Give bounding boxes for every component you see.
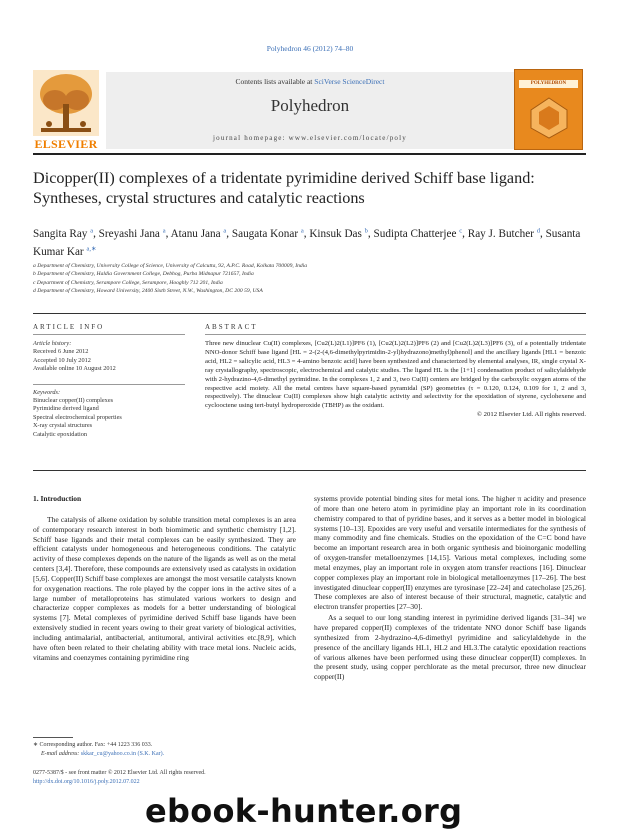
body-paragraph: As a sequel to our long standing interest in pyrimidine derived ligands [31–34] we have prepared copper(II) complexes of the tridentate NNO donor Schiff base ligands synthesized from 2-hydrazino-4,6-dimethyl pyrimidine and salicylaldehyde in the presence of the ancillary ligands HL1, HL2 and HL3.The catalytic epoxidation reactions of various alkenes have been performed using these dinuclear copper(II) complexes. In the present study, using copper perchlorate as the metal precursor, three new dinuclear copper(II) — [314, 613, 586, 682]
email-label: E-mail address: — [41, 750, 80, 757]
cover-art-icon — [529, 96, 569, 140]
issn-line: 0277-5387/$ - see front matter © 2012 Elsevier Ltd. All rights reserved. — [33, 770, 206, 776]
author-name[interactable]: Kinsuk Das $^b$ — [309, 227, 368, 240]
email-line — [33, 750, 296, 759]
affiliation-list — [33, 262, 593, 295]
author-name[interactable]: Atanu Jana $^a$ — [170, 227, 227, 240]
section-heading: 1. Introduction — [33, 494, 82, 503]
author-name[interactable]: Sreyashi Jana $^a$ — [98, 227, 166, 240]
watermark: ebook-hunter.org — [145, 792, 463, 830]
author-affiliation-marker[interactable]: a — [162, 227, 166, 234]
cover-title: POLYHEDRON — [519, 80, 578, 88]
info-divider — [33, 334, 185, 335]
abstract-heading: ABSTRACT — [205, 323, 258, 331]
author-list: Sangita Ray $^a$, Sreyashi Jana $^a$, Atanu Jana $^a$, Saugata Konar $^a$, Kinsuk Das $^b$, Sudipta Chatterjee $^c$, Ray J. Butcher $^d$, Susanta Kumar Kar $^{a,∗}$ — [33, 227, 581, 259]
keyword-item: X-ray crystal structures — [33, 422, 93, 430]
author-name[interactable]: Saugata Konar $^a$ — [231, 227, 304, 240]
footnote-block — [33, 741, 296, 758]
journal-homepage[interactable]: journal homepage: www.elsevier.com/locate/poly — [213, 134, 407, 142]
author-affiliation-marker[interactable]: b — [364, 227, 368, 234]
corresponding-author-note: ∗ Corresponding author. Fax: +44 1223 336 033. — [33, 742, 153, 748]
affiliation-item: a Department of Chemistry, University College of Science, University of Calcutta, 92, A.P.C. Road, Kolkata 700009, India — [33, 263, 308, 269]
sciencedirect-link[interactable]: SciVerse ScienceDirect — [314, 77, 385, 86]
info-separator — [33, 384, 185, 385]
keyword-item: Spectral electrochemical properties — [33, 413, 122, 421]
keyword-item: Binuclear copper(II) complexes — [33, 397, 114, 405]
history-label: Article history: — [33, 340, 72, 347]
author-affiliation-marker[interactable]: a — [90, 227, 94, 234]
abstract-divider — [205, 334, 586, 335]
issn-block — [33, 769, 333, 786]
abstract-bottom-rule — [33, 470, 586, 471]
journal-name: Polyhedron — [270, 96, 350, 115]
info-top-rule — [33, 313, 586, 314]
author-affiliation-marker[interactable]: d — [536, 227, 540, 234]
abstract-text: Three new dinuclear Cu(II) complexes, [Cu2(L)2(L1)]PF6 (1), [Cu2(L)2(L2)]PF6 (2) and [Cu2(L)2(L3)]PF6 (3), of a potentially tridentate NNO-donor Schiff base ligand [HL = 2-(2-(4,6-dimethylpyrimidin-2-yl)hydrazono)methyl)phenol] and the ancillary ligands [HL1 = benzoic acid, HL2 = salicylic acid, HL3 = 4-amino benzoic acid] have been synthesized and characterized by elemental analyses, IR, single crystal X-ray crystallography, spectroscopic, electrochemical and catalytic studies. The ligand HL is the [1+1] condensation product of salicylaldehyde with 2-hydrazino-4,6-dimethyl pyrimidine. In the complexes 1, 2 and 3, two Cu(II) centers are bridged by the carboxylic oxygen atoms of the respective acid moiety. All the metal centres have square-based pyramidal (SP) geometries (τ = 0.120, 0.124, 0.109 for 1, 2 and 3, respectively). The dinuclear Cu(II) complexes show high catalytic activity and selectivity for the epoxidation of styrene, cyclohexene and cyclooctene using tert-butyl hydroperoxide (TBHP) as the oxidant. — [205, 340, 586, 410]
author-affiliation-marker[interactable]: a,∗ — [86, 245, 97, 253]
article-title: Dicopper(II) complexes of a tridentate pyrimidine derived Schiff base ligand: Syntheses, crystal structures and catalytic reactions — [33, 169, 535, 207]
body-right-column — [314, 494, 586, 682]
email-link[interactable]: skkar_cu@yahoo.co.in (S.K. Kar). — [80, 750, 165, 757]
author-affiliation-marker[interactable]: c — [459, 227, 463, 234]
history-item: Received 6 June 2012 — [33, 348, 89, 356]
author-name[interactable]: Sangita Ray $^a$ — [33, 227, 94, 240]
author-name[interactable]: Sudipta Chatterjee $^c$ — [373, 227, 463, 240]
keywords-label: Keywords: — [33, 388, 61, 396]
author-name[interactable]: Ray J. Butcher $^d$ — [467, 227, 540, 240]
body-paragraph: The catalysis of alkene oxidation by soluble transition metal complexes is an area of contemporary research interest in both biomimetic and synthetic chemistry [1,2]. Schiff base ligands and their metal complexes can be easily synthesized. They are efficient catalysts under homogeneous and heterogeneous conditions. The catalytic activity of these complexes depends on the nature of the ligands as well as on the metal centers [3,4]. Therefore, these compounds are extensively used as catalysts in oxidation [5,6]. Copper(II) Schiff base complexes are amongst the most versatile catalysts known for oxygenation reactions. The role played by the copper ions in the active sites of a large number of metalloproteins has stimulated various workers to design and characterize copper complexes as models for a better understanding of biological systems [7]. Metal complexes of pyrimidine derived Schiff base ligands have been extensively studied in recent years owing to their great variety of biological activities, including antimalarial, antibacterial, antitumoral, antiviral activities etc.[8,9], which have often been related to their chelating ability with trace metal ions. Nucleic acids, vitamins and coenzymes containing pyrimidine ring — [33, 514, 296, 662]
author-name[interactable]: Susanta Kumar Kar $^{a,∗}$ — [33, 227, 581, 259]
body-left-column — [33, 494, 296, 663]
keyword-item: Catalytic epoxidation — [33, 430, 88, 438]
affiliation-item: c Department of Chemistry, Serampore College, Serampore, Hooghly 712 201, India — [33, 279, 223, 286]
author-affiliation-marker[interactable]: a — [223, 227, 227, 234]
header-rule — [33, 153, 586, 155]
keyword-item: Pyrimidine derived ligand — [33, 405, 99, 413]
body-paragraph: systems provide potential binding sites for metal ions. The higher π acidity and presence of more than one hetero atom in pyrimidine play an important role in its coordination chemistry compared to that of pyridine bases, and it serves as a better model in biological systems [10–13]. Epoxides are very useful and versatile intermediates for the synthesis of many commodity and fine chemicals. Studies on the epoxidation of the C=C bond have become an important research area in both organic synthesis and bioinorganic modelling of oxygen-transfer metalloenzymes [14,15]. Various metal complexes, including some metal enzymes, play an important role in oxygen atom transfer reactions [16]. Dinuclear copper complexes play an important role in biological metalloenzymes [17–26]. The best investigated dinuclear copper(II) enzymes are tyrosinase [22–24] and catecholase [25,26]. These complexes are also of interest because of their structural, magnetic, catalytic and electron transfer properties [27–30]. — [314, 494, 586, 612]
article-info-heading: ARTICLE INFO — [33, 323, 105, 331]
history-item: Available online 10 August 2012 — [33, 365, 116, 373]
history-item: Accepted 10 July 2012 — [33, 356, 91, 364]
contents-line — [106, 77, 514, 86]
footnote-rule — [33, 737, 73, 738]
affiliation-item: b Department of Chemistry, Haldia Government College, Debhog, Purba Midnapur 721657, India — [33, 271, 254, 278]
abstract-block — [205, 340, 586, 420]
author-affiliation-marker[interactable]: a — [300, 227, 304, 234]
journal-cover-thumbnail[interactable] — [514, 69, 583, 150]
doi-link[interactable]: http://dx.doi.org/10.1016/j.poly.2012.07.022 — [33, 778, 140, 785]
elsevier-logo-text: ELSEVIER — [34, 137, 98, 151]
abstract-copyright: © 2012 Elsevier Ltd. All rights reserved. — [476, 411, 586, 419]
article-info — [33, 340, 185, 439]
contents-prefix: Contents lists available at — [235, 77, 315, 86]
affiliation-item: d Department of Chemistry, Howard University, 2400 Sixth Street, N.W., Washington, DC 200 59, USA — [33, 287, 263, 294]
journal-reference[interactable]: Polyhedron 46 (2012) 74–80 — [266, 44, 354, 53]
